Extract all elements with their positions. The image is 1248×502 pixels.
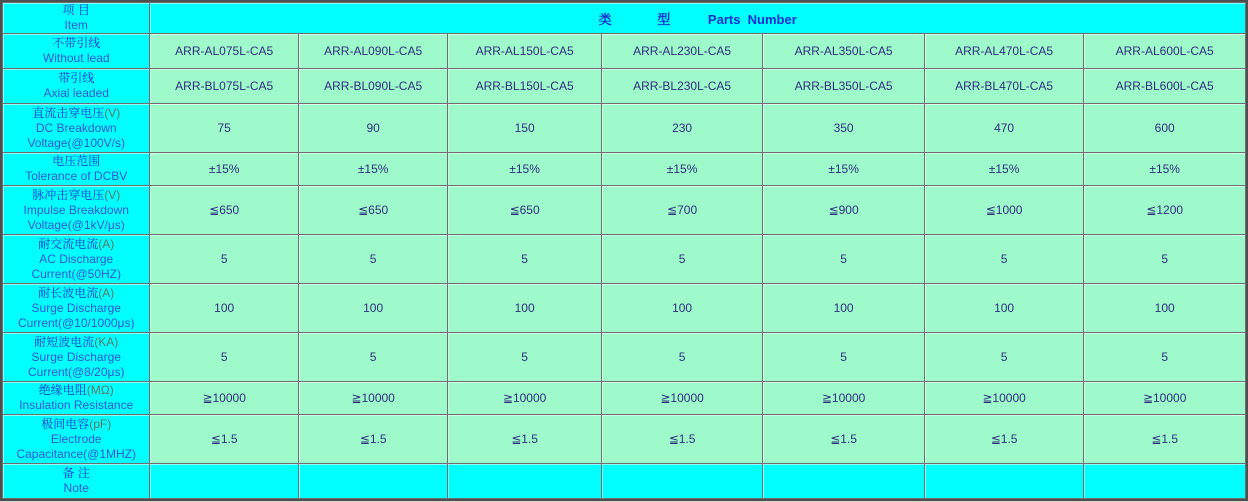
value-cell: ARR-BL150L-CA5 xyxy=(448,69,600,103)
unit-label: (pF) xyxy=(89,416,112,431)
value-cell: ≦1.5 xyxy=(299,415,447,463)
value-cell: 5 xyxy=(150,235,297,283)
note-cell xyxy=(925,464,1084,498)
value-cell: 100 xyxy=(763,284,924,332)
value-cell: ≧10000 xyxy=(1084,382,1245,414)
value-cell: 5 xyxy=(763,333,924,381)
value-cell: ARR-AL600L-CA5 xyxy=(1084,34,1245,68)
table-row xyxy=(3,104,1245,152)
value-cell: ARR-BL230L-CA5 xyxy=(602,69,763,103)
value-cell: ARR-AL350L-CA5 xyxy=(763,34,924,68)
value-cell: 5 xyxy=(1084,235,1245,283)
table-row xyxy=(3,284,1245,332)
value-cell: ≧10000 xyxy=(763,382,924,414)
row-label: 耐交流电流(A) AC Discharge Current(@50HZ) xyxy=(3,235,149,283)
value-cell: 75 xyxy=(150,104,297,152)
table-row xyxy=(3,186,1245,234)
value-cell: ≦1200 xyxy=(1084,186,1245,234)
value-cell: 5 xyxy=(925,333,1084,381)
value-cell: 230 xyxy=(602,104,763,152)
value-cell: 100 xyxy=(299,284,447,332)
table-row xyxy=(3,382,1245,414)
table-row xyxy=(3,34,1245,68)
value-cell: 90 xyxy=(299,104,447,152)
value-cell: ARR-BL600L-CA5 xyxy=(1084,69,1245,103)
row-label: 直流击穿电压(V) DC Breakdown Voltage(@100V/s) xyxy=(3,104,149,152)
value-cell: 5 xyxy=(150,333,297,381)
value-cell: ARR-AL075L-CA5 xyxy=(150,34,297,68)
unit-label: (V) xyxy=(104,187,121,202)
row-label: 极间电容(pF) Electrode Capacitance(@1MHZ) xyxy=(3,415,149,463)
value-cell: ±15% xyxy=(299,153,447,185)
type-header-cn2: 型 xyxy=(657,11,671,27)
note-cell xyxy=(602,464,763,498)
value-cell: ≦650 xyxy=(299,186,447,234)
value-cell: 150 xyxy=(448,104,600,152)
value-cell: ARR-AL090L-CA5 xyxy=(299,34,447,68)
unit-label: (MΩ) xyxy=(86,383,114,397)
value-cell: ≧10000 xyxy=(448,382,600,414)
value-cell: 100 xyxy=(150,284,297,332)
value-cell: ARR-AL150L-CA5 xyxy=(448,34,600,68)
table-row xyxy=(3,153,1245,185)
value-cell: ±15% xyxy=(925,153,1084,185)
row-label: 耐短波电流(KA) Surge Discharge Current(@8/20μs) xyxy=(3,333,149,381)
value-cell: ≦1.5 xyxy=(602,415,763,463)
table-row xyxy=(3,333,1245,381)
value-cell: ≦1.5 xyxy=(925,415,1084,463)
value-cell: ARR-AL470L-CA5 xyxy=(925,34,1084,68)
value-cell: 100 xyxy=(602,284,763,332)
note-cell xyxy=(299,464,447,498)
value-cell: 5 xyxy=(448,235,600,283)
row-label: 备 注 Note xyxy=(3,464,149,498)
row-label: 不带引线 Without lead xyxy=(3,34,149,68)
table-row xyxy=(3,464,1245,498)
value-cell: ≧10000 xyxy=(150,382,297,414)
value-cell: ARR-BL075L-CA5 xyxy=(150,69,297,103)
table-row xyxy=(3,415,1245,463)
row-label: 耐长波电流(A) Surge Discharge Current(@10/1000μs) xyxy=(3,284,149,332)
unit-label: (V) xyxy=(104,105,121,120)
note-cell xyxy=(448,464,600,498)
value-cell: 100 xyxy=(448,284,600,332)
value-cell: ±15% xyxy=(602,153,763,185)
value-cell: ≧10000 xyxy=(299,382,447,414)
value-cell: ≦900 xyxy=(763,186,924,234)
value-cell: ≦1.5 xyxy=(448,415,600,463)
item-header-en: Item xyxy=(64,18,88,32)
value-cell: 470 xyxy=(925,104,1084,152)
item-header-cell xyxy=(3,3,149,33)
value-cell: ARR-BL090L-CA5 xyxy=(299,69,447,103)
value-cell: 5 xyxy=(1084,333,1245,381)
value-cell: 5 xyxy=(299,333,447,381)
table-header-row xyxy=(3,3,1245,33)
value-cell: ≦1.5 xyxy=(1084,415,1245,463)
value-cell: ±15% xyxy=(448,153,600,185)
type-header-en: Parts Number xyxy=(707,11,797,27)
value-cell: ≦1.5 xyxy=(763,415,924,463)
value-cell: 5 xyxy=(299,235,447,283)
note-cell xyxy=(1084,464,1245,498)
value-cell: ≧10000 xyxy=(602,382,763,414)
value-cell: 5 xyxy=(925,235,1084,283)
row-label: 绝缘电阻(MΩ) Insulation Resistance xyxy=(3,382,149,414)
value-cell: 5 xyxy=(448,333,600,381)
value-cell: ≦700 xyxy=(602,186,763,234)
value-cell: 5 xyxy=(602,333,763,381)
value-cell: 100 xyxy=(1084,284,1245,332)
value-cell: 600 xyxy=(1084,104,1245,152)
value-cell: 100 xyxy=(925,284,1084,332)
value-cell: ±15% xyxy=(150,153,297,185)
value-cell: ≦1.5 xyxy=(150,415,297,463)
value-cell: 5 xyxy=(763,235,924,283)
type-header-cn1: 类 xyxy=(598,11,612,27)
value-cell: ≧10000 xyxy=(925,382,1084,414)
note-cell xyxy=(763,464,924,498)
value-cell: ≦1000 xyxy=(925,186,1084,234)
row-label: 带引线 Axial leaded xyxy=(3,69,149,103)
unit-label: (A) xyxy=(98,236,115,251)
value-cell: ARR-AL230L-CA5 xyxy=(602,34,763,68)
value-cell: 5 xyxy=(602,235,763,283)
value-cell: ARR-BL470L-CA5 xyxy=(925,69,1084,103)
parts-number-header xyxy=(150,3,1245,33)
value-cell: ARR-BL350L-CA5 xyxy=(763,69,924,103)
table-row xyxy=(3,69,1245,103)
value-cell: ±15% xyxy=(763,153,924,185)
note-cell xyxy=(150,464,297,498)
row-label: 电压范围 Tolerance of DCBV xyxy=(3,153,149,185)
row-label: 脉冲击穿电压(V) Impulse Breakdown Voltage(@1kV/μs) xyxy=(3,186,149,234)
value-cell: 350 xyxy=(763,104,924,152)
item-header-cn: 项 目 xyxy=(62,3,90,17)
table-row xyxy=(3,235,1245,283)
value-cell: ≦650 xyxy=(448,186,600,234)
value-cell: ±15% xyxy=(1084,153,1245,185)
unit-label: (KA) xyxy=(94,334,119,349)
unit-label: (A) xyxy=(98,285,115,300)
value-cell: ≦650 xyxy=(150,186,297,234)
